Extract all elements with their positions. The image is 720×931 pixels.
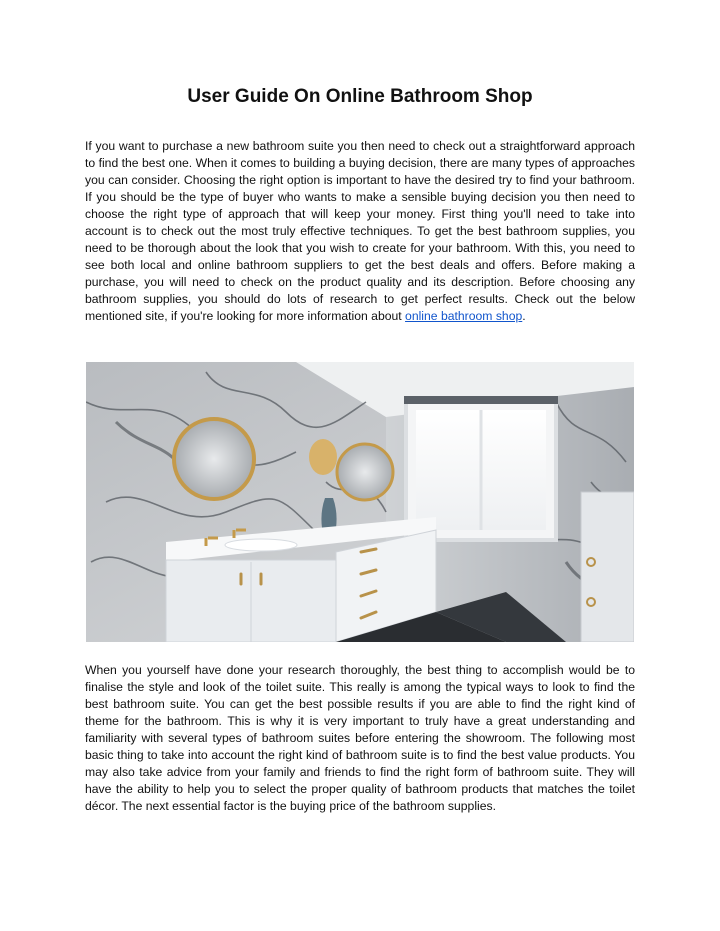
online-bathroom-shop-link[interactable]: online bathroom shop [405, 309, 523, 323]
paragraph-intro [85, 138, 635, 325]
paragraph-intro-end: . [522, 309, 526, 323]
bathroom-photo [86, 362, 634, 642]
page-title: User Guide On Online Bathroom Shop [187, 86, 533, 107]
paragraph-research: When you yourself have done your research thoroughly, the best thing to accomplish would be to finalise the style and look of the toilet suite. This really is among the typical ways to look to find the best bathroom suite. You can get the best possible results if you are able to find the right kind of theme for the bathroom. This is why it is very important to truly have a great understanding and familiarity with several types of bathroom suites before entering the showroom. The following most basic thing to take into account the right kind of bathroom suite is to find the best value products. You may also take advice from your family and friends to find the right form of bathroom suite. They will have the ability to help you to select the proper quality of bathroom products that matches the toilet décor. The next essential factor is the buying price of the bathroom supplies. [85, 663, 635, 813]
paragraph-intro-text: If you want to purchase a new bathroom suite you then need to check out a straightforward approach to find the best one. When it comes to building a buying decision, there are many types of approaches you can consider. Choosing the right option is important to have the desired try to find your bathroom. If you should be the type of buyer who wants to make a sensible buying decision you then need to choose the right type of approach that will keep your money. First thing you'll need to take into account is to check out the most truly effective techniques. To get the best bathroom supplies, you need to be thorough about the look that you wish to create for your bathroom. With this, you need to see both local and online bathroom suppliers to get the best deals and offers. Before making a purchase, you will need to check on the product quality and its description. Before choosing any bathroom supplies, you should do lots of research to get perfect results. Check out the below mentioned site, if you're looking for more information about [85, 139, 635, 323]
